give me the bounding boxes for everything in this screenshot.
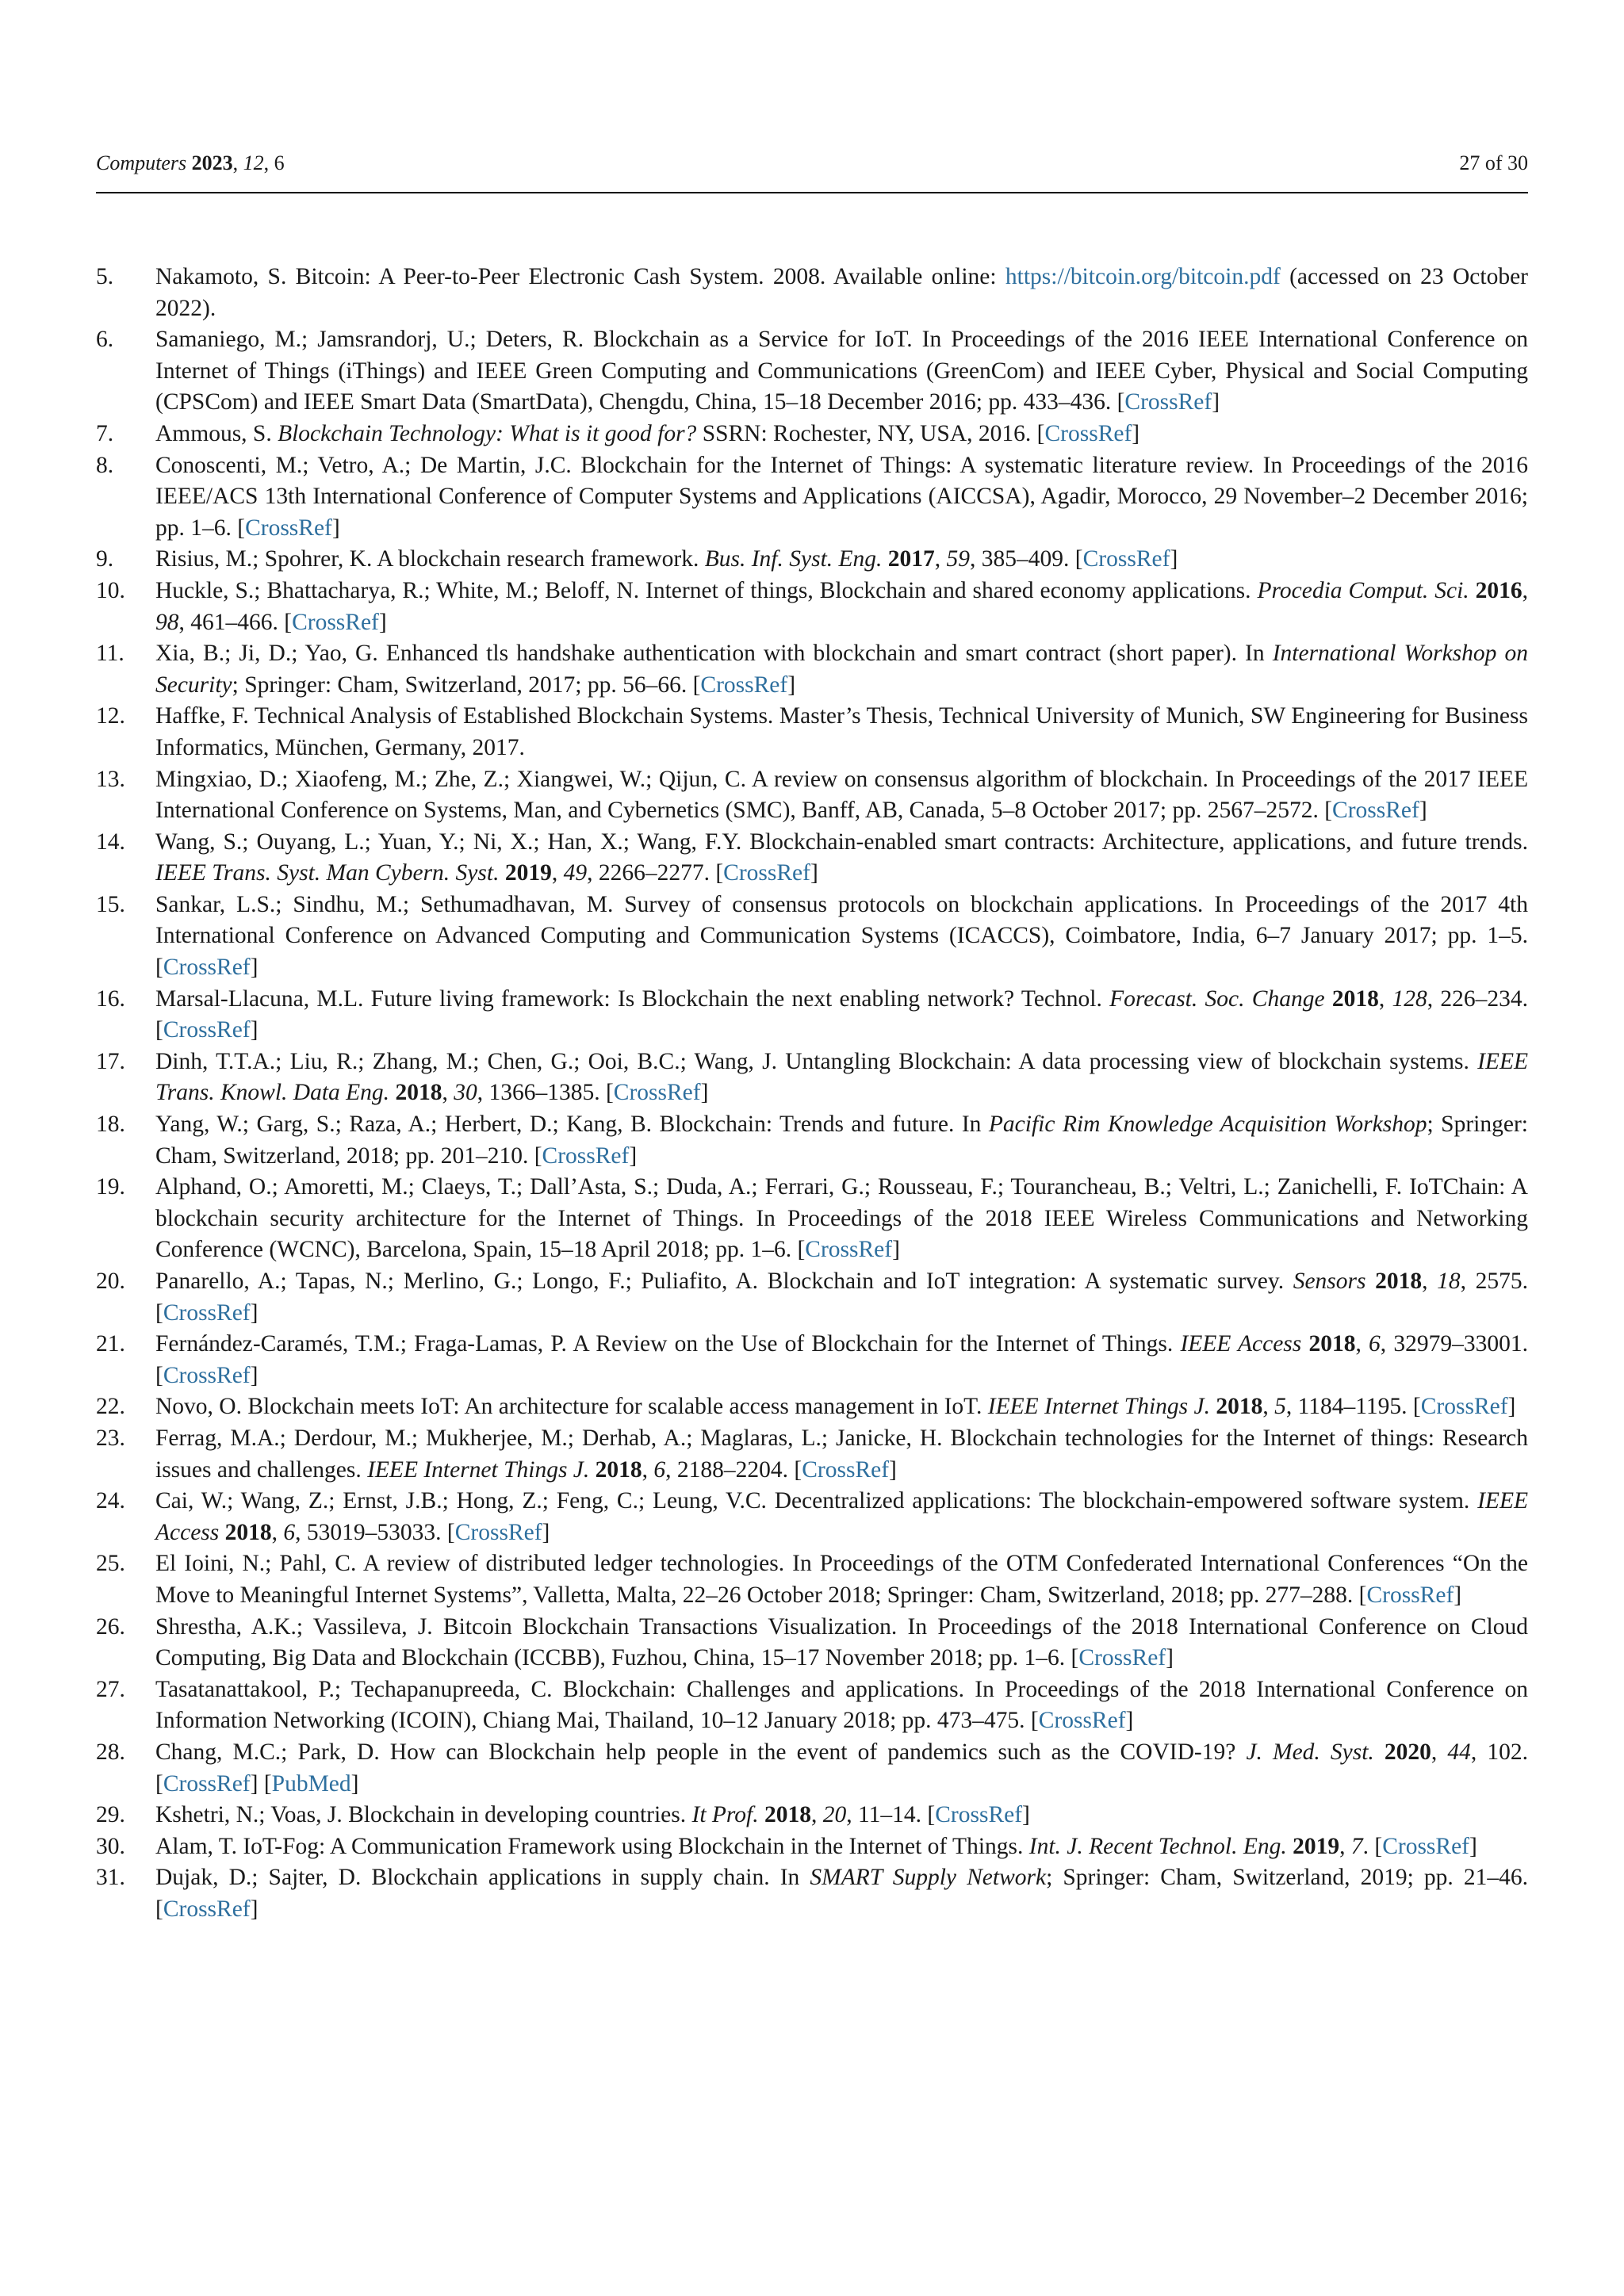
- crossref-link[interactable]: CrossRef: [245, 515, 332, 541]
- reference-text: , 1366–1385. [: [477, 1080, 614, 1106]
- reference-number: 31.: [96, 1865, 125, 1891]
- crossref-link[interactable]: CrossRef: [163, 1362, 251, 1388]
- reference-text: , 11–14. [: [846, 1802, 936, 1828]
- reference-text: ,: [1355, 1331, 1369, 1357]
- reference-text: Kshetri, N.; Voas, J. Blockchain in developing countries.: [155, 1802, 692, 1828]
- reference-text: (accessed on 23 October 2022).: [155, 264, 1528, 321]
- reference-text: [759, 1802, 764, 1827]
- reference-italic-text: Pacific Rim Knowledge Acquisition Workshop: [988, 1112, 1427, 1138]
- reference-text: Fernández-Caramés, T.M.; Fraga-Lamas, P. A Review on the Use of Blockchain for the Internet of Things.: [155, 1331, 1181, 1357]
- reference-text: ]: [378, 609, 387, 635]
- reference-text: , 461–466. [: [178, 609, 293, 635]
- reference-text: [219, 1520, 224, 1545]
- reference-text: , 226–234. [: [155, 985, 1529, 1043]
- reference-item: [96, 1612, 1528, 1674]
- reference-text: ]: [250, 1362, 259, 1388]
- reference-number: 25.: [96, 1551, 125, 1577]
- reference-item: [96, 450, 1528, 545]
- reference-item: [96, 1047, 1528, 1109]
- reference-italic-text: 30: [454, 1080, 477, 1106]
- journal-issue: 6: [274, 151, 285, 174]
- header-rule: [96, 192, 1528, 193]
- crossref-link[interactable]: CrossRef: [163, 1770, 251, 1797]
- crossref-link[interactable]: CrossRef: [542, 1142, 630, 1169]
- reference-text: Chang, M.C.; Park, D. How can Blockchain help people in the event of pandemics such as the COVID-19?: [155, 1739, 1247, 1765]
- crossref-link[interactable]: CrossRef: [802, 1456, 890, 1483]
- reference-year: 2018: [1308, 1331, 1356, 1357]
- crossref-link[interactable]: CrossRef: [163, 1299, 251, 1326]
- reference-text: [1366, 1269, 1376, 1294]
- reference-text: ]: [889, 1456, 897, 1483]
- crossref-link[interactable]: CrossRef: [163, 955, 251, 981]
- reference-italic-text: 6: [653, 1456, 666, 1483]
- reference-text: ]: [1419, 798, 1427, 824]
- reference-item: [96, 1737, 1528, 1800]
- reference-text: Haffke, F. Technical Analysis of Established Blockchain Systems. Master’s Thesis, Technical University of Munich, SW Engineering for Business Informatics, München, Germany, 2017.: [155, 703, 1528, 760]
- crossref-link[interactable]: CrossRef: [1044, 420, 1132, 446]
- reference-number: 16.: [96, 985, 125, 1012]
- reference-italic-text: IEEE Internet Things J.: [367, 1456, 590, 1483]
- reference-text: ]: [1212, 389, 1220, 415]
- reference-item: [96, 1674, 1528, 1737]
- reference-text: ,: [551, 860, 564, 886]
- reference-italic-text: It Prof.: [691, 1802, 759, 1828]
- reference-italic-text: Sensors: [1293, 1269, 1366, 1294]
- reference-text: ,: [1422, 1269, 1438, 1294]
- crossref-link[interactable]: CrossRef: [1082, 546, 1170, 572]
- reference-number: 26.: [96, 1613, 125, 1640]
- reference-italic-text: IEEE Access: [1180, 1331, 1302, 1357]
- reference-text: ,: [1262, 1394, 1275, 1420]
- reference-italic-text: IEEE Trans. Syst. Man Cybern. Syst.: [155, 860, 500, 886]
- reference-item: [96, 701, 1528, 763]
- crossref-link[interactable]: CrossRef: [935, 1802, 1023, 1828]
- reference-text: ]: [1507, 1394, 1516, 1420]
- reference-item: [96, 1266, 1528, 1329]
- crossref-link[interactable]: CrossRef: [163, 1017, 251, 1043]
- reference-list: [96, 262, 1528, 1925]
- reference-year: 2018: [395, 1080, 442, 1106]
- reference-text: Panarello, A.; Tapas, N.; Merlino, G.; Longo, F.; Puliafito, A. Blockchain and IoT integration: A systematic survey.: [155, 1269, 1293, 1294]
- reference-text: , 1184–1195. [: [1285, 1394, 1421, 1420]
- reference-text: , 53019–53033. [: [295, 1519, 455, 1545]
- reference-text: ]: [250, 1299, 259, 1326]
- reference-year: 2018: [1375, 1269, 1423, 1294]
- reference-text: ]: [629, 1142, 638, 1169]
- reference-number: 8.: [96, 452, 114, 478]
- crossref-link[interactable]: CrossRef: [1366, 1582, 1454, 1608]
- reference-text: Sankar, L.S.; Sindhu, M.; Sethumadhavan, M. Survey of consensus protocols on blockchain applications. In Proceedings of the 2017 4th International Conference on Advanced Computing and Communication Systems (ICACCS), Coimbatore, India, 6–7 January 2017; pp. 1–5. [: [155, 891, 1528, 981]
- reference-text: ,: [1431, 1739, 1448, 1765]
- reference-text: [499, 860, 504, 886]
- reference-item: [96, 1109, 1528, 1172]
- reference-number: 29.: [96, 1802, 125, 1828]
- reference-italic-text: 6: [1369, 1331, 1381, 1357]
- reference-year: 2020: [1384, 1739, 1431, 1765]
- journal-volume: 12: [243, 151, 264, 174]
- reference-text: Tasatanattakool, P.; Techapanupreeda, C. Blockchain: Challenges and applications. In Proceedings of the 2018 International Conference on Information Networking (ICOIN), Chiang Mai, Thailand, 10–12 January 2018; pp. 473–475. [: [155, 1676, 1528, 1734]
- reference-text: ,: [442, 1080, 454, 1106]
- reference-italic-text: 44: [1447, 1739, 1471, 1765]
- reference-text: ]: [700, 1080, 709, 1106]
- crossref-link[interactable]: CrossRef: [1124, 389, 1212, 415]
- reference-text: [: [1116, 389, 1125, 415]
- reference-number: 12.: [96, 703, 125, 729]
- reference-number: 30.: [96, 1833, 125, 1859]
- reference-item: [96, 1831, 1528, 1863]
- crossref-link[interactable]: CrossRef: [1332, 798, 1419, 824]
- reference-year: 2018: [224, 1519, 272, 1545]
- reference-italic-text: Procedia Comput. Sci.: [1257, 577, 1469, 603]
- reference-text: [1469, 578, 1476, 603]
- reference-number: 21.: [96, 1331, 125, 1357]
- crossref-link[interactable]: CrossRef: [805, 1237, 893, 1263]
- crossref-link[interactable]: CrossRef: [1382, 1833, 1469, 1859]
- reference-number: 19.: [96, 1174, 125, 1200]
- reference-text: ,: [811, 1802, 823, 1828]
- reference-number: 17.: [96, 1048, 125, 1074]
- reference-text: Wang, S.; Ouyang, L.; Yuan, Y.; Ni, X.; Han, X.; Wang, F.Y. Blockchain-enabled smart contracts: Architecture, applications, and future trends.: [155, 828, 1528, 855]
- reference-item: [96, 827, 1528, 890]
- reference-text: Alam, T. IoT-Fog: A Communication Framework using Blockchain in the Internet of Things.: [155, 1833, 1029, 1859]
- reference-number: 9.: [96, 546, 114, 572]
- reference-text: Mingxiao, D.; Xiaofeng, M.; Zhe, Z.; Xiangwei, W.; Qijun, C. A review on consensus algorithm of blockchain. In Proceedings of the 2017 IEEE International Conference on Systems, Man, and Cybernetics (SMC), Banff, AB, Canada, 5–8 October 2017; pp. 2567–2572. [: [155, 766, 1528, 824]
- reference-item: [96, 576, 1528, 638]
- reference-text: , 32979–33001. [: [155, 1331, 1528, 1388]
- reference-text: SSRN: Rochester, NY, USA, 2016. [: [696, 420, 1045, 446]
- reference-text: , 2188–2204. [: [665, 1456, 802, 1483]
- crossref-link[interactable]: CrossRef: [454, 1519, 542, 1545]
- crossref-link[interactable]: CrossRef: [1038, 1708, 1126, 1734]
- reference-text: Dinh, T.T.A.; Liu, R.; Zhang, M.; Chen, G.; Ooi, B.C.; Wang, J. Untangling Blockchain: A data processing view of blockchain systems.: [155, 1048, 1478, 1074]
- reference-italic-text: Bus. Inf. Syst. Eng.: [704, 546, 883, 572]
- reference-italic-text: 18: [1437, 1269, 1461, 1294]
- reference-text: Nakamoto, S. Bitcoin: A Peer-to-Peer Electronic Cash System. 2008. Available online:: [155, 264, 1005, 289]
- reference-text: Huckle, S.; Bhattacharya, R.; White, M.; Beloff, N. Internet of things, Blockchain and shared economy applications.: [155, 577, 1258, 603]
- reference-text: Yang, W.; Garg, S.; Raza, A.; Herbert, D.; Kang, B. Blockchain: Trends and future. In: [155, 1112, 989, 1138]
- reference-item: [96, 890, 1528, 984]
- reference-italic-text: 59: [946, 546, 971, 572]
- reference-italic-text: Blockchain Technology: What is it good for?: [278, 420, 697, 446]
- reference-number: 7.: [96, 420, 114, 446]
- reference-text: Alphand, O.; Amoretti, M.; Claeys, T.; Dall’Asta, S.; Duda, A.; Ferrari, G.; Rousseau, F.; Tourancheau, B.; Veltri, L.; Zanichelli, F. IoTChain: A blockchain security architecture for the Internet of Things. In Proceedings of the 2018 IEEE Wireless Communications and Networking Conference (WCNC), Barcelona, Spain, 15–18 April 2018; pp. 1–6. [: [155, 1174, 1528, 1263]
- crossref-link[interactable]: CrossRef: [163, 1896, 251, 1922]
- reference-italic-text: IEEE Trans. Knowl. Data Eng.: [155, 1048, 1528, 1106]
- reference-item: [96, 1423, 1528, 1486]
- pubmed-link[interactable]: PubMed: [271, 1770, 351, 1797]
- reference-italic-text: 128: [1392, 985, 1427, 1012]
- reference-text: ]: [1454, 1582, 1462, 1608]
- reference-italic-text: 7: [1350, 1833, 1363, 1859]
- reference-item: [96, 324, 1528, 419]
- reference-item: [96, 1800, 1528, 1831]
- reference-number: 18.: [96, 1112, 125, 1138]
- crossref-link[interactable]: CrossRef: [723, 860, 810, 886]
- reference-number: 10.: [96, 577, 125, 603]
- reference-text: [1374, 1739, 1385, 1765]
- reference-year: 2019: [1293, 1833, 1340, 1859]
- reference-text: Ferrag, M.A.; Derdour, M.; Mukherjee, M.; Derhab, A.; Maglaras, L.; Janicke, H. Blockchain technologies for the Internet of things: Research issues and challenges.: [155, 1425, 1528, 1483]
- reference-item: [96, 1172, 1528, 1266]
- reference-item: [96, 1548, 1528, 1611]
- reference-italic-text: SMART Supply Network: [810, 1865, 1047, 1891]
- page-number: 27 of 30: [1459, 151, 1528, 174]
- reference-item: [96, 262, 1528, 324]
- reference-text: ; Springer: Cham, Switzerland, 2017; pp. 56–66. [: [232, 672, 701, 698]
- journal-name: Computers: [96, 151, 187, 174]
- reference-text: ,: [271, 1519, 284, 1545]
- reference-text: ] [: [250, 1770, 272, 1797]
- reference-year: 2018: [595, 1456, 642, 1483]
- reference-text: ]: [250, 1896, 259, 1922]
- reference-text: [1325, 986, 1332, 1012]
- reference-number: 22.: [96, 1394, 125, 1420]
- reference-number: 5.: [96, 264, 114, 289]
- reference-text: ; Springer: Cham, Switzerland, 2018; pp. 201–210. [: [155, 1112, 1528, 1169]
- reference-number: 11.: [96, 641, 124, 667]
- running-header: [96, 149, 1528, 189]
- crossref-link[interactable]: CrossRef: [1078, 1645, 1166, 1671]
- reference-item: [96, 1329, 1528, 1391]
- reference-number: 20.: [96, 1269, 125, 1294]
- url-link[interactable]: https://bitcoin.org/bitcoin.pdf: [1005, 264, 1281, 289]
- journal-citation: Computers 2023, 12, 6: [96, 151, 285, 174]
- reference-text: , 2266–2277. [: [587, 860, 724, 886]
- reference-text: ]: [350, 1770, 359, 1797]
- reference-number: 14.: [96, 828, 125, 855]
- reference-text: Shrestha, A.K.; Vassileva, J. Bitcoin Blockchain Transactions Visualization. In Proceedings of the 2018 International Conference on Cloud Computing, Big Data and Blockchain (ICCBB), Fuzhou, China, 15–17 November 2018; pp. 1–6. [: [155, 1613, 1528, 1671]
- crossref-link[interactable]: CrossRef: [1420, 1394, 1508, 1420]
- reference-item: [96, 544, 1528, 576]
- reference-text: ]: [1170, 546, 1178, 572]
- reference-text: ]: [331, 515, 340, 541]
- reference-text: ]: [787, 672, 796, 698]
- reference-text: ]: [250, 955, 259, 981]
- reference-text: Ammous, S.: [155, 420, 278, 446]
- reference-item: [96, 1862, 1528, 1925]
- reference-italic-text: J. Med. Syst.: [1246, 1739, 1374, 1765]
- reference-text: ]: [250, 1017, 259, 1043]
- reference-number: 23.: [96, 1425, 125, 1451]
- reference-text: . [: [1362, 1833, 1383, 1859]
- reference-text: ]: [1469, 1833, 1477, 1859]
- reference-text: , 102. [: [155, 1739, 1529, 1797]
- reference-italic-text: 6: [283, 1519, 296, 1545]
- reference-item: [96, 1391, 1528, 1423]
- reference-number: 24.: [96, 1488, 125, 1514]
- reference-text: Conoscenti, M.; Vetro, A.; De Martin, J.C. Blockchain for the Internet of Things: A systematic literature review. In Proceedings of the 2016 IEEE/ACS 13th International Conference of Computer Systems and Applications (AICCSA), Agadir, Morocco, 29 November–2 December 2016; pp. 1–6. [: [155, 452, 1528, 541]
- reference-italic-text: IEEE Access: [155, 1488, 1528, 1545]
- reference-text: ]: [542, 1519, 550, 1545]
- reference-text: El Ioini, N.; Pahl, C. A review of distributed ledger technologies. In Proceedings of the OTM Confederated International Conferences “On the Move to Meaningful Internet Systems”, Valletta, Malta, 22–26 October 2018; Springer: Cham, Switzerland, 2018; pp. 277–288. [: [155, 1551, 1528, 1608]
- reference-italic-text: Forecast. Soc. Change: [1109, 985, 1325, 1012]
- reference-number: 28.: [96, 1739, 125, 1765]
- reference-text: ,: [1522, 577, 1528, 603]
- reference-number: 6.: [96, 327, 114, 353]
- reference-text: Xia, B.; Ji, D.; Yao, G. Enhanced tls handshake authentication with blockchain and smart contract (short paper). In: [155, 641, 1273, 667]
- reference-text: ]: [1022, 1802, 1030, 1828]
- reference-italic-text: International Workshop on Security: [155, 641, 1528, 698]
- reference-text: Novo, O. Blockchain meets IoT: An architecture for scalable access management in IoT.: [155, 1394, 988, 1420]
- reference-text: Cai, W.; Wang, Z.; Ernst, J.B.; Hong, Z.; Feng, C.; Leung, V.C. Decentralized applications: The blockchain-empowered software system.: [155, 1488, 1478, 1514]
- reference-text: Samaniego, M.; Jamsrandorj, U.; Deters, R. Blockchain as a Service for IoT. In Proceedings of the 2016 IEEE International Conference on Internet of Things (iThings) and IEEE Green Computing and Communications (GreenCom) and IEEE Cyber, Physical and Social Computing (CPSCom) and IEEE Smart Data (SmartData), Chengdu, China, 15–18 December 2016; pp. 433–436.: [155, 327, 1528, 415]
- reference-year: 2018: [1331, 985, 1379, 1012]
- reference-year: 2018: [1216, 1394, 1263, 1420]
- crossref-link[interactable]: CrossRef: [700, 672, 788, 698]
- reference-text: ,: [1339, 1833, 1351, 1859]
- reference-italic-text: 5: [1274, 1394, 1286, 1420]
- reference-text: [1287, 1834, 1293, 1859]
- reference-text: [589, 1457, 595, 1483]
- crossref-link[interactable]: CrossRef: [613, 1080, 701, 1106]
- reference-text: ,: [1378, 985, 1392, 1012]
- reference-text: Risius, M.; Spohrer, K. A blockchain research framework.: [155, 546, 705, 572]
- reference-item: [96, 419, 1528, 450]
- reference-italic-text: 98: [155, 609, 179, 635]
- reference-number: 15.: [96, 891, 125, 917]
- journal-year: 2023: [191, 151, 233, 174]
- reference-text: ]: [892, 1237, 900, 1263]
- crossref-link[interactable]: CrossRef: [292, 609, 379, 635]
- reference-italic-text: IEEE Internet Things J.: [987, 1394, 1210, 1420]
- reference-item: [96, 638, 1528, 701]
- reference-italic-text: 49: [563, 860, 588, 886]
- reference-text: ,: [642, 1456, 654, 1483]
- reference-number: 27.: [96, 1676, 125, 1702]
- reference-text: ,: [934, 546, 947, 572]
- reference-year: 2017: [887, 546, 935, 572]
- reference-number: 13.: [96, 766, 125, 792]
- reference-text: [882, 546, 887, 572]
- reference-item: [96, 984, 1528, 1047]
- reference-year: 2018: [764, 1802, 811, 1828]
- reference-text: ]: [1166, 1645, 1174, 1671]
- reference-text: ]: [810, 860, 818, 886]
- reference-text: Dujak, D.; Sajter, D. Blockchain applications in supply chain. In: [155, 1865, 810, 1891]
- reference-text: ]: [1125, 1708, 1134, 1734]
- reference-italic-text: 20: [822, 1802, 847, 1828]
- reference-text: ; Springer: Cham, Switzerland, 2019; pp. 21–46. [: [155, 1865, 1528, 1922]
- reference-year: 2019: [504, 860, 552, 886]
- reference-text: , 2575. [: [155, 1269, 1528, 1326]
- reference-item: [96, 764, 1528, 827]
- reference-text: ]: [1132, 420, 1140, 446]
- reference-italic-text: Int. J. Recent Technol. Eng.: [1028, 1833, 1287, 1859]
- reference-text: Marsal-Llacuna, M.L. Future living framework: Is Blockchain the next enabling network? Technol.: [155, 985, 1110, 1012]
- reference-item: [96, 1486, 1528, 1548]
- reference-year: 2016: [1475, 577, 1522, 603]
- reference-text: , 385–409. [: [970, 546, 1083, 572]
